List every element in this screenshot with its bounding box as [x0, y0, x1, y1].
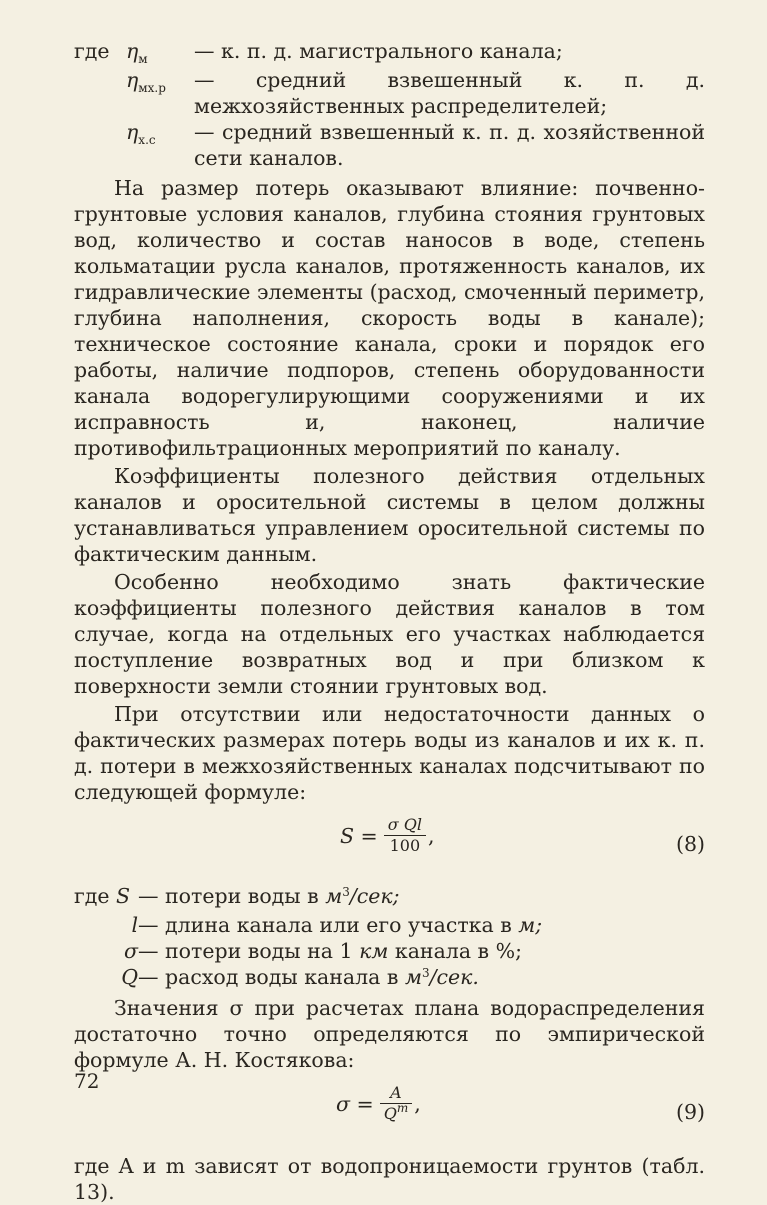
definition-row — [74, 119, 705, 171]
definition-row: Q — расход воды канала в $м^3$/сек. — [121, 965, 479, 989]
equation-number: (8) — [675, 832, 705, 856]
definition-text: — потери воды на 1 — [138, 939, 360, 963]
definition-text: — средний взвешенный к. п. д. хозяйственной сети каналов. — [194, 120, 705, 170]
definition-text: — к. п. д. магистрального канала; — [194, 39, 563, 63]
formula-numerator: A — [390, 1083, 402, 1102]
definition-row — [74, 38, 705, 67]
symbol: l — [131, 913, 138, 937]
unit: м — [404, 965, 422, 989]
formula-8: S = $\frac{\text{σ Ql}}{100}$ , (8) — [340, 815, 705, 856]
unit: км — [359, 939, 389, 963]
subscript: мх.р — [138, 81, 166, 95]
definition-row — [74, 912, 705, 938]
symbol: Q — [121, 965, 138, 989]
paragraph: Коэффициенты полезного действия отдельных каналов и оросительной системы в целом должны устанавливаться управлением оросительной системы по фактическим данным. — [74, 464, 705, 566]
subscript: х.с — [138, 133, 156, 147]
definition-text: — потери воды в — [138, 884, 326, 908]
paragraph: На размер потерь оказывают влияние: почвенно-грунтовые условия каналов, глубина стояния грунтовых вод, количество и состав наносов в воде, степень кольматации русла каналов, протяженность каналов, их гидравлические элементы (расход, смоченный периметр, глубина наполнения, скорость воды в канале); техническое состояние канала, сроки и порядок его работы, наличие подпоров, степень оборудованности канала водорегулирующими сооружениями и их исправность и, наконец, наличие противофильтрационных мероприятий по каналу. — [74, 176, 705, 460]
equation-number: (9) — [675, 1100, 705, 1124]
formula-denominator: Q — [383, 1104, 397, 1123]
formula-numerator: σ Ql — [387, 815, 422, 834]
where-word: где — [74, 884, 110, 908]
symbol: η — [126, 68, 139, 92]
formula-9: σ = $\frac{A}{Q^m}$ , (9) — [336, 1083, 705, 1124]
paragraph: Особенно необходимо знать фактические коэффициенты полезного действия каналов в том случае, когда на отдельных его участках наблюдается поступление возвратных вод и при близком к поверхности земли стоянии грунтовых вод. — [74, 570, 705, 698]
unit: м — [325, 884, 343, 908]
symbol: σ — [124, 939, 138, 963]
kpd-definitions — [74, 38, 705, 171]
formula-lhs: σ = — [336, 1092, 374, 1116]
where-word: где — [74, 39, 110, 63]
definition-text: — длина канала или его участка в — [138, 913, 519, 937]
definition-text: — средний взвешенный к. п. д. межхозяйственных распределителей; — [194, 68, 705, 118]
formula-lhs: S = — [340, 823, 378, 848]
variable-definitions — [74, 883, 705, 993]
subscript: м — [138, 52, 148, 66]
formula-denominator: 100 — [389, 836, 421, 855]
paragraph: При отсутствии или недостаточности данных о фактических размерах потерь воды из каналов и их к. п. д. потери в межхозяйственных каналах подсчитывают по следующей формуле: — [74, 702, 705, 804]
symbol: η — [126, 39, 139, 63]
definition-row: σ — потери воды на 1 км канала в %; — [124, 939, 522, 963]
paragraph: Значения σ при расчетах плана водораспределения достаточно точно определяются по эмпирической формуле А. Н. Костякова: — [74, 996, 705, 1072]
definition-row — [74, 67, 705, 119]
symbol: η — [126, 120, 139, 144]
page-number: 72 — [74, 1069, 100, 1093]
definition-row: где S — потери воды в $м^3$/сек; — [74, 884, 400, 908]
unit: м; — [518, 913, 543, 937]
symbol: S — [116, 884, 131, 908]
definition-text: — расход воды канала в — [138, 965, 405, 989]
closing-text: где A и m зависят от водопроницаемости грунтов (табл. 13). — [74, 1154, 705, 1204]
